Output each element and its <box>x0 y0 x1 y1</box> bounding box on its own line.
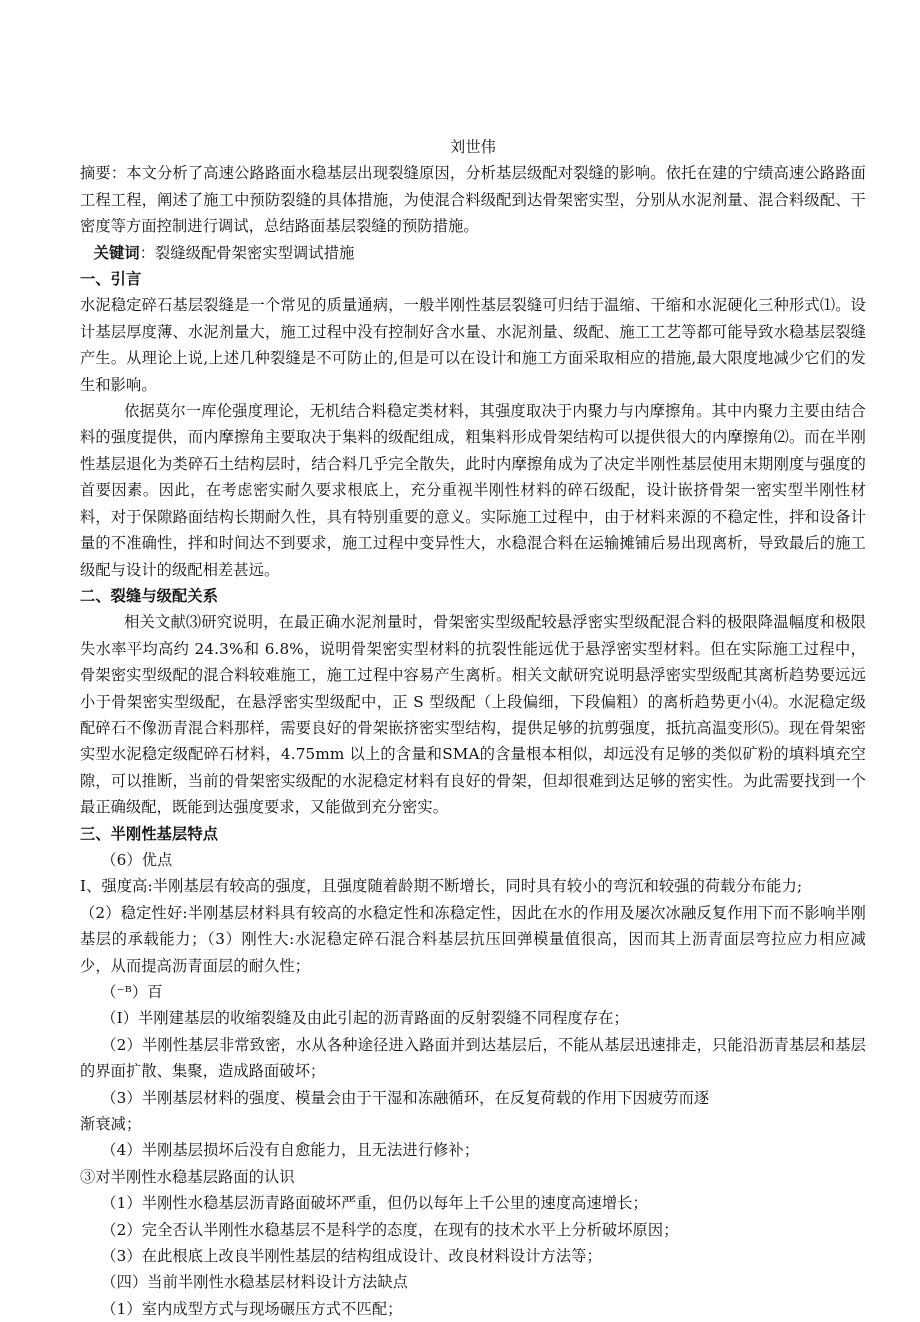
design-method-flaws-heading: （四）当前半刚性水稳基层材料设计方法缺点 <box>101 1273 409 1292</box>
advantage-item-1: I、强度高:半刚基层有较高的强度，且强度随着龄期不断增长，同时具有较小的弯沉和较强的荷载分布能力; <box>80 877 803 896</box>
advantage-item-2-3: （2）稳定性好:半刚基层材料具有较高的水稳定性和冻稳定性，因此在水的作用及屡次冰融反复作用下而不影响半刚基层的承载能力；（3）刚性大:水泥稳定碎石混合料基层抗压回弹模量值很高，因而其上沥青面层弯拉应力相应减少，从而提高沥青面层的耐久性； <box>80 903 866 975</box>
disadvantage-item: （4）半刚基层损坏后没有自愈能力，且无法进行修补； <box>101 1141 480 1160</box>
intro-paragraph-1: 水泥稳定碎石基层裂缝是一个常见的质量通病，一般半刚性基层裂缝可归结于温缩、干缩和水泥硬化三种形式⑴。设计基层厚度薄、水泥剂量大，施工过程中没有控制好含水量、水泥剂量、级配、施工工艺等都可能导致水稳基层裂缝产生。从理论上说,上述几种裂缝是不可防止的,但是可以在设计和施工方面采取相应的措施,最大限度地减少它们的发生和影响。 <box>80 296 866 394</box>
understanding-item: （3）在此根底上改良半刚性基层的结构组成设计、改良材料设计方法等； <box>101 1247 602 1266</box>
section-heading-intro: 一、引言 <box>80 270 142 289</box>
disadvantage-item: （2）半刚性基层非常致密，水从各种途径进入路面并到达基层后，不能从基层迅速排走，只能沿沥青基层和基层的界面扩散、集聚，造成路面破坏； <box>80 1035 866 1081</box>
disadvantages-heading: （⁻ᴮ）百 <box>101 983 163 1001</box>
document-page <box>80 134 866 1322</box>
understanding-heading: ③对半刚性水稳基层路面的认识 <box>80 1167 295 1186</box>
author-name: 刘世伟 <box>449 138 496 156</box>
disadvantage-item: （3）半刚基层材料的强度、模量会由于干湿和冻融循环，在反复荷载的作用下因疲劳而逐 <box>101 1088 710 1107</box>
disadvantage-item-continuation: 渐衰减； <box>80 1115 142 1134</box>
disadvantage-item: （I）半刚建基层的收缩裂缝及由此引起的沥青路面的反射裂缝不同程度存在； <box>101 1009 629 1028</box>
keywords-label: 关键词 <box>93 243 140 262</box>
abstract-paragraph: 摘要：本文分析了高速公路路面水稳基层出现裂缝原因，分析基层级配对裂缝的影响。依托在建的宁绩高速公路路面工程工程，阐述了施工中预防裂缝的具体措施，为使混合料级配到达骨架密实型，分别从水泥剂量、混合料级配、干密度等方面控制进行调试，总结路面基层裂缝的预防措施。 <box>80 164 866 236</box>
understanding-item: （1）半刚性水稳基层沥青路面破坏严重，但仍以每年上千公里的速度高速增长； <box>101 1194 648 1213</box>
section-heading-semi-rigid-features: 三、半刚性基层特点 <box>80 824 219 843</box>
design-method-flaw-item: （1）室内成型方式与现场碾压方式不匹配； <box>101 1299 403 1318</box>
keywords-line <box>80 240 866 266</box>
intro-paragraph-2: 依据莫尔一库伦强度理论，无机结合料稳定类材料，其强度取决于内聚力与内摩擦角。其中内聚力主要由结合料的强度提供，而内摩擦角主要取决于集料的级配组成，粗集料形成骨架结构可以提供很大的内摩擦角⑵。而在半刚性基层退化为类碎石土结构层时，结合料几乎完全散失，此时内摩擦角成为了决定半刚性基层使用末期刚度与强度的首要因素。因此，在考虑密实耐久要求根底上，充分重视半刚性材料的碎石级配，设计嵌挤骨架一密实型半刚性材料，对于保隙路面结构长期耐久性，具有特别重要的意义。实际施工过程中，由于材料来源的不稳定性，拌和设备计量的不准确性，拌和时间达不到要求，施工过程中变异性大，水稳混合料在运输摊铺后易出现离析，导致最后的施工级配与设计的级配相差甚远。 <box>80 402 866 579</box>
advantages-heading: （6）优点 <box>101 850 173 869</box>
understanding-item: （2）完全否认半刚性水稳基层不是科学的态度，在现有的技术水平上分析破坏原因； <box>101 1220 679 1239</box>
section-heading-cracks-gradation: 二、裂缝与级配关系 <box>80 586 219 605</box>
keywords-text: ：裂缝级配骨架密实型调试措施 <box>139 243 355 262</box>
cracks-gradation-paragraph: 相关文献⑶研究说明，在最正确水泥剂量时，骨架密实型级配较悬浮密实型级配混合料的极限降温幅度和极限失水率平均高约 24.3%和 6.8%，说明骨架密实型材料的抗裂性能远优于悬浮密实型材料。但在实际施工过程中，骨架密实型级配的混合料较难施工，施工过程中容易产生离析。相关文献研究说明悬浮密实型级配其离析趋势要远远小于骨架密实型级配，在悬浮密实型级配中，正 S 型级配（上段偏细，下段偏粗）的离析趋势更小⑷。水泥稳定级配碎石不像沥青混合料那样，需要良好的骨架嵌挤密实型结构，提供足够的抗剪强度，抵抗高温变形⑸。现在骨架密实型水泥稳定级配碎石材料，4.75mm 以上的含量和SMA的含量根本相似，却远没有足够的类似矿粉的填料填充空隙，可以推断，当前的骨架密实级配的水泥稳定材料有良好的骨架，但却很难到达足够的密实性。为此需要找到一个最正确级配，既能到达强度要求，又能做到充分密实。 <box>80 613 866 817</box>
